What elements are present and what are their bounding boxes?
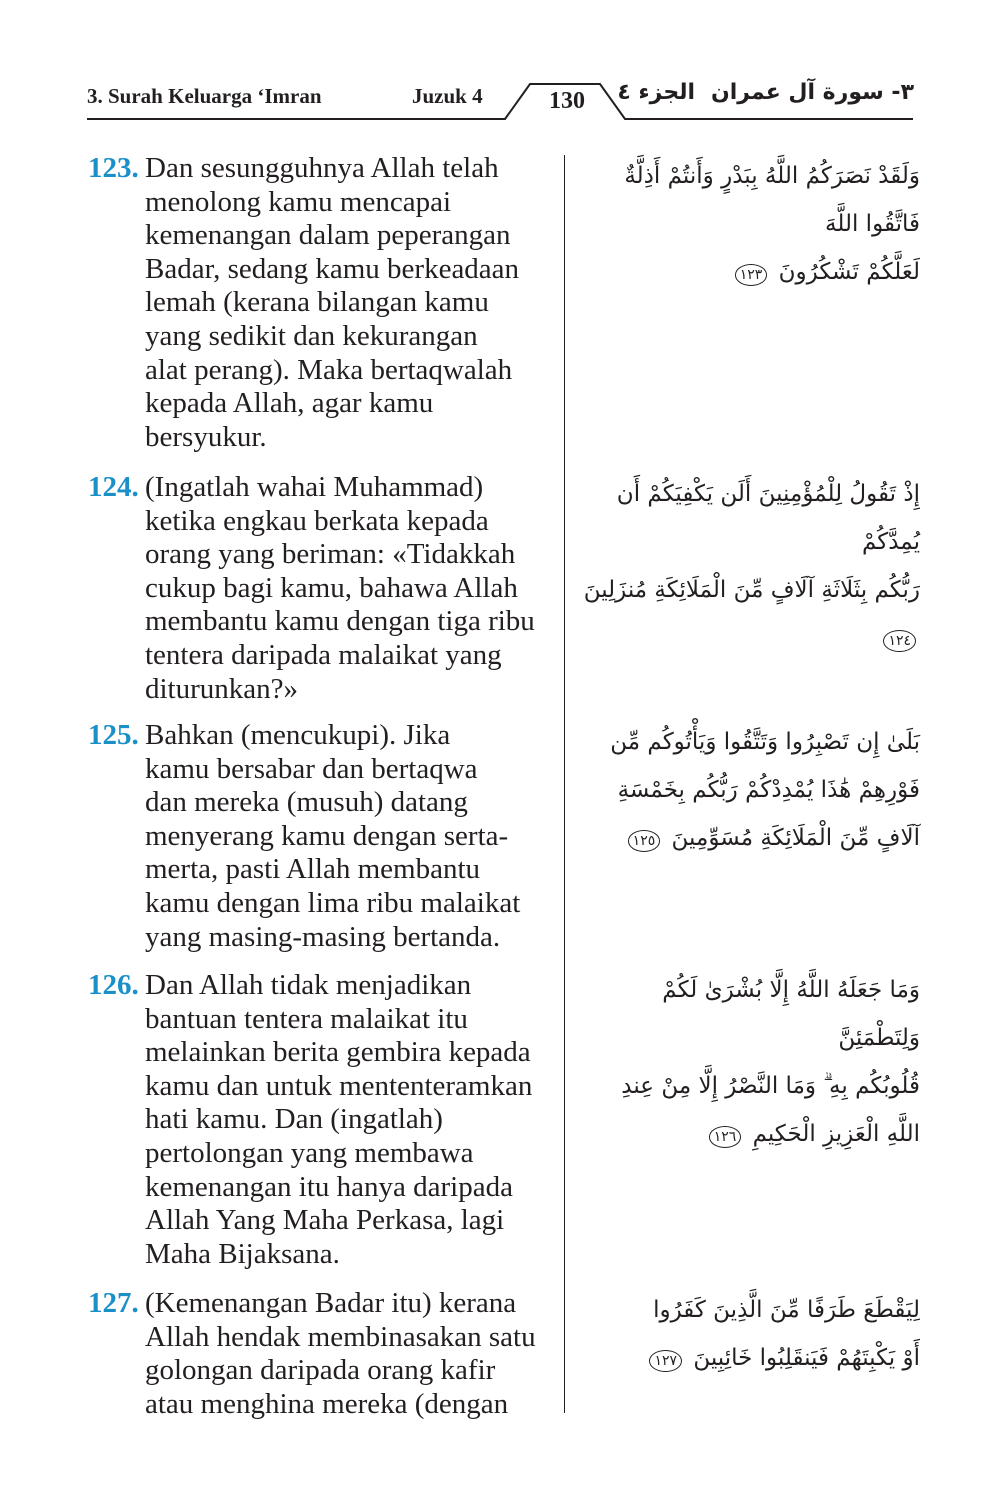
header-rule [0,0,1000,130]
arabic-text: وَمَا جَعَلَهُ اللَّهُ إِلَّا بُشْرَىٰ لَكُمْ وَلِتَطْمَئِنَّ قُلُوبُكُم بِهِ ۗ وَمَا النَّصْرُ إِلَّا مِنْ عِندِ اللَّهِ الْعَزِيزِ الْحَكِيمِ [621,977,920,1147]
surah-title-latin: 3. Surah Keluarga ‘Imran [87,84,322,108]
verse-text: Bahkan (mencukupi). Jika kamu bersabar dan bertaqwa dan mereka (musuh) datang menyerang kamu dengan serta- merta, pasti Allah membantu kamu dengan lima ribu malaikat yang masing-masing bertanda. [145,719,521,953]
arabic-verse-127 [578,1286,920,1382]
arabic-verse-124 [578,470,920,662]
verse-text: Dan Allah tidak menjadikan bantuan tentera malaikat itu melainkan berita gembira kepada kamu dan untuk mententeramkan hati kamu. Dan (ingatlah) pertolongan yang membawa kemenangan itu hanya daripada Allah Yang Maha Perkasa, lagi Maha Bijaksana. [145,969,533,1270]
verse-text: Dan sesungguhnya Allah telah menolong kamu mencapai kemenangan dalam peperangan Badar, sedang kamu berkeadaan lemah (kerana bilangan kamu yang sedikit dan kekurangan alat perang). Maka bertaqwalah kepada Allah, agar kamu bersyukur. [145,152,520,453]
verse-translation-124 [88,471,554,706]
ayah-number-marker: ١٢٦ [709,1126,742,1148]
arabic-verse-125 [578,718,920,862]
arabic-text: لِيَقْطَعَ طَرَفًا مِّنَ الَّذِينَ كَفَرُوا أَوْ يَكْبِتَهُمْ فَيَنقَلِبُوا خَائِبِينَ [653,1297,920,1371]
juz-label-latin: Juzuk 4 [412,84,483,108]
ayah-number-marker: ١٢٥ [628,830,661,852]
verse-text: (Ingatlah wahai Muhammad) ketika engkau berkata kepada orang yang beriman: «Tidakkah cukup bagi kamu, bahawa Allah membantu kamu dengan tiga ribu tentera daripada malaikat yang diturunkan?» [145,471,535,705]
verse-number: 124. [88,471,139,503]
verse-translation-123 [88,152,554,454]
page-number: 130 [549,88,585,114]
column-divider [564,155,565,1413]
arabic-text: بَلَىٰ إِن تَصْبِرُوا وَتَتَّقُوا وَيَأْتُوكُم مِّن فَوْرِهِمْ هَٰذَا يُمْدِدْكُمْ رَبُّكُم بِخَمْسَةِ آلَافٍ مِّنَ الْمَلَائِكَةِ مُسَوِّمِينَ [610,729,920,851]
arabic-text: وَلَقَدْ نَصَرَكُمُ اللَّهُ بِبَدْرٍ وَأَنتُمْ أَذِلَّةٌ فَاتَّقُوا اللَّهَ لَعَلَّكُمْ تَشْكُرُونَ [624,163,920,285]
juz-label-arabic: الجزء ٤ [617,80,695,105]
verse-number: 126. [88,969,139,1001]
verse-number: 123. [88,152,139,184]
verse-number: 127. [88,1287,139,1319]
arabic-text: إِذْ تَقُولُ لِلْمُؤْمِنِينَ أَلَن يَكْفِيَكُمْ أَن يُمِدَّكُمْ رَبُّكُم بِثَلَاثَةِ آلَافٍ مِّنَ الْمَلَائِكَةِ مُنزَلِينَ [583,481,920,603]
ayah-number-marker: ١٢٣ [735,264,768,286]
ayah-number-marker: ١٢٧ [649,1350,682,1372]
verse-number: 125. [88,719,139,751]
verse-text: (Kemenangan Badar itu) kerana Allah hendak membinasakan satu golongan daripada orang kafir atau menghina mereka (dengan [145,1287,536,1420]
verse-translation-125 [88,719,554,954]
surah-title-arabic: ٣- سورة آل عمران [710,80,914,105]
verse-translation-126 [88,969,554,1271]
ayah-number-marker: ١٢٤ [883,630,916,652]
verse-translation-127 [88,1287,554,1421]
arabic-verse-126 [578,966,920,1158]
arabic-verse-123 [578,152,920,296]
